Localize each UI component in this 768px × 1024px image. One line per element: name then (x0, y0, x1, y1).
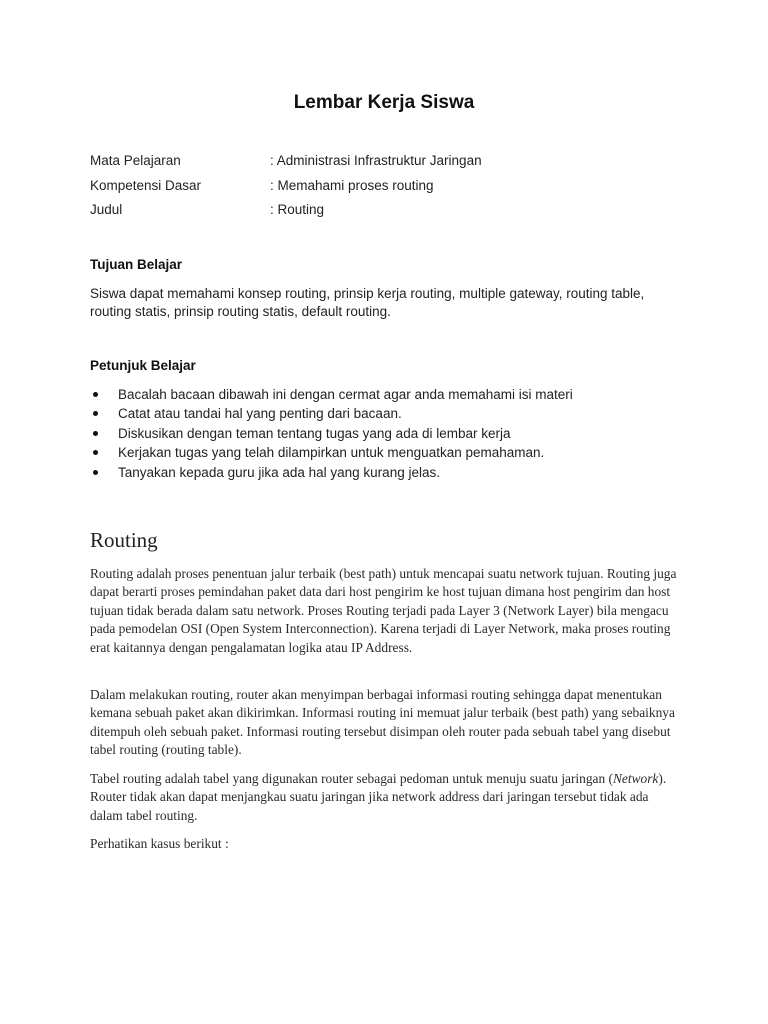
list-item (90, 424, 573, 443)
list-item (90, 443, 573, 462)
bullet-icon (93, 431, 98, 436)
routing-heading: Routing (90, 528, 158, 552)
bullet-icon (93, 392, 98, 397)
list-item-text: Catat atau tandai hal yang penting dari bacaan. (118, 406, 402, 422)
meta-row-judul (90, 202, 324, 217)
bullet-icon (93, 470, 98, 475)
bullet-icon (93, 411, 98, 416)
page-title: Lembar Kerja Siswa (293, 92, 475, 113)
bullet-icon (93, 450, 98, 455)
tujuan-text: Siswa dapat memahami konsep routing, prinsip kerja routing, multiple gateway, routing table, routing statis, prinsip routing statis, default routing. (90, 286, 645, 319)
routing-paragraph-1: Routing adalah proses penentuan jalur terbaik (best path) untuk mencapai suatu network tujuan. Routing juga dapat berarti proses pemindahan paket data dari host pengirim ke host tujuan dimana host pengirim dan host tujuan tidak berada dalam satu network. Proses Routing terjadi pada Layer 3 (Network Layer) bila mengacu pada pemodelan OSI (Open System Interconnection). Karena terjadi di Layer Network, maka proses routing erat kaitannya dengan pengalamatan logika atau IP Address. (90, 566, 677, 655)
petunjuk-heading: Petunjuk Belajar (90, 358, 196, 373)
routing-paragraph-2: Dalam melakukan routing, router akan menyimpan berbagai informasi routing sehingga dapat menentukan kemana sebuah paket akan dikirimkan. Informasi routing ini memuat jalur terbaik (best path) yang sebaiknya ditempuh oleh sebuah paket. Informasi routing tersebut disimpan oleh router pada sebuah tabel yang disebut tabel routing (routing table). (90, 687, 675, 758)
paragraph-text: ). Router tidak akan dapat menjangkau suatu jaringan jika network address dari jaringan tersebut tidak ada dalam tabel routing. (90, 771, 667, 823)
list-item-text: Diskusikan dengan teman tentang tugas yang ada di lembar kerja (118, 425, 511, 441)
meta-value: : Administrasi Infrastruktur Jaringan (270, 153, 482, 168)
list-item-text: Tanyakan kepada guru jika ada hal yang kurang jelas. (118, 464, 440, 480)
meta-label: Kompetensi Dasar (90, 178, 202, 193)
list-item (90, 385, 573, 404)
petunjuk-list (90, 385, 573, 482)
meta-row-kompetensi-dasar (90, 178, 434, 193)
meta-label: Mata Pelajaran (90, 153, 181, 168)
italic-term: Network (613, 771, 659, 786)
list-item (90, 404, 573, 423)
list-item-text: Kerjakan tugas yang telah dilampirkan untuk menguatkan pemahaman. (118, 445, 545, 461)
tujuan-heading: Tujuan Belajar (90, 257, 183, 272)
list-item-text: Bacalah bacaan dibawah ini dengan cermat agar anda memahami isi materi (118, 387, 573, 402)
meta-value: : Routing (270, 202, 325, 217)
routing-paragraph-3 (90, 770, 680, 825)
meta-row-mata-pelajaran (90, 153, 482, 168)
paragraph-text: Tabel routing adalah tabel yang digunakan router sebagai pedoman untuk menuju suatu jaringan ( (90, 771, 613, 786)
meta-value: : Memahami proses routing (270, 178, 434, 193)
list-item (90, 463, 573, 482)
routing-closing-line: Perhatikan kasus berikut : (90, 836, 229, 851)
meta-label: Judul (90, 202, 123, 217)
